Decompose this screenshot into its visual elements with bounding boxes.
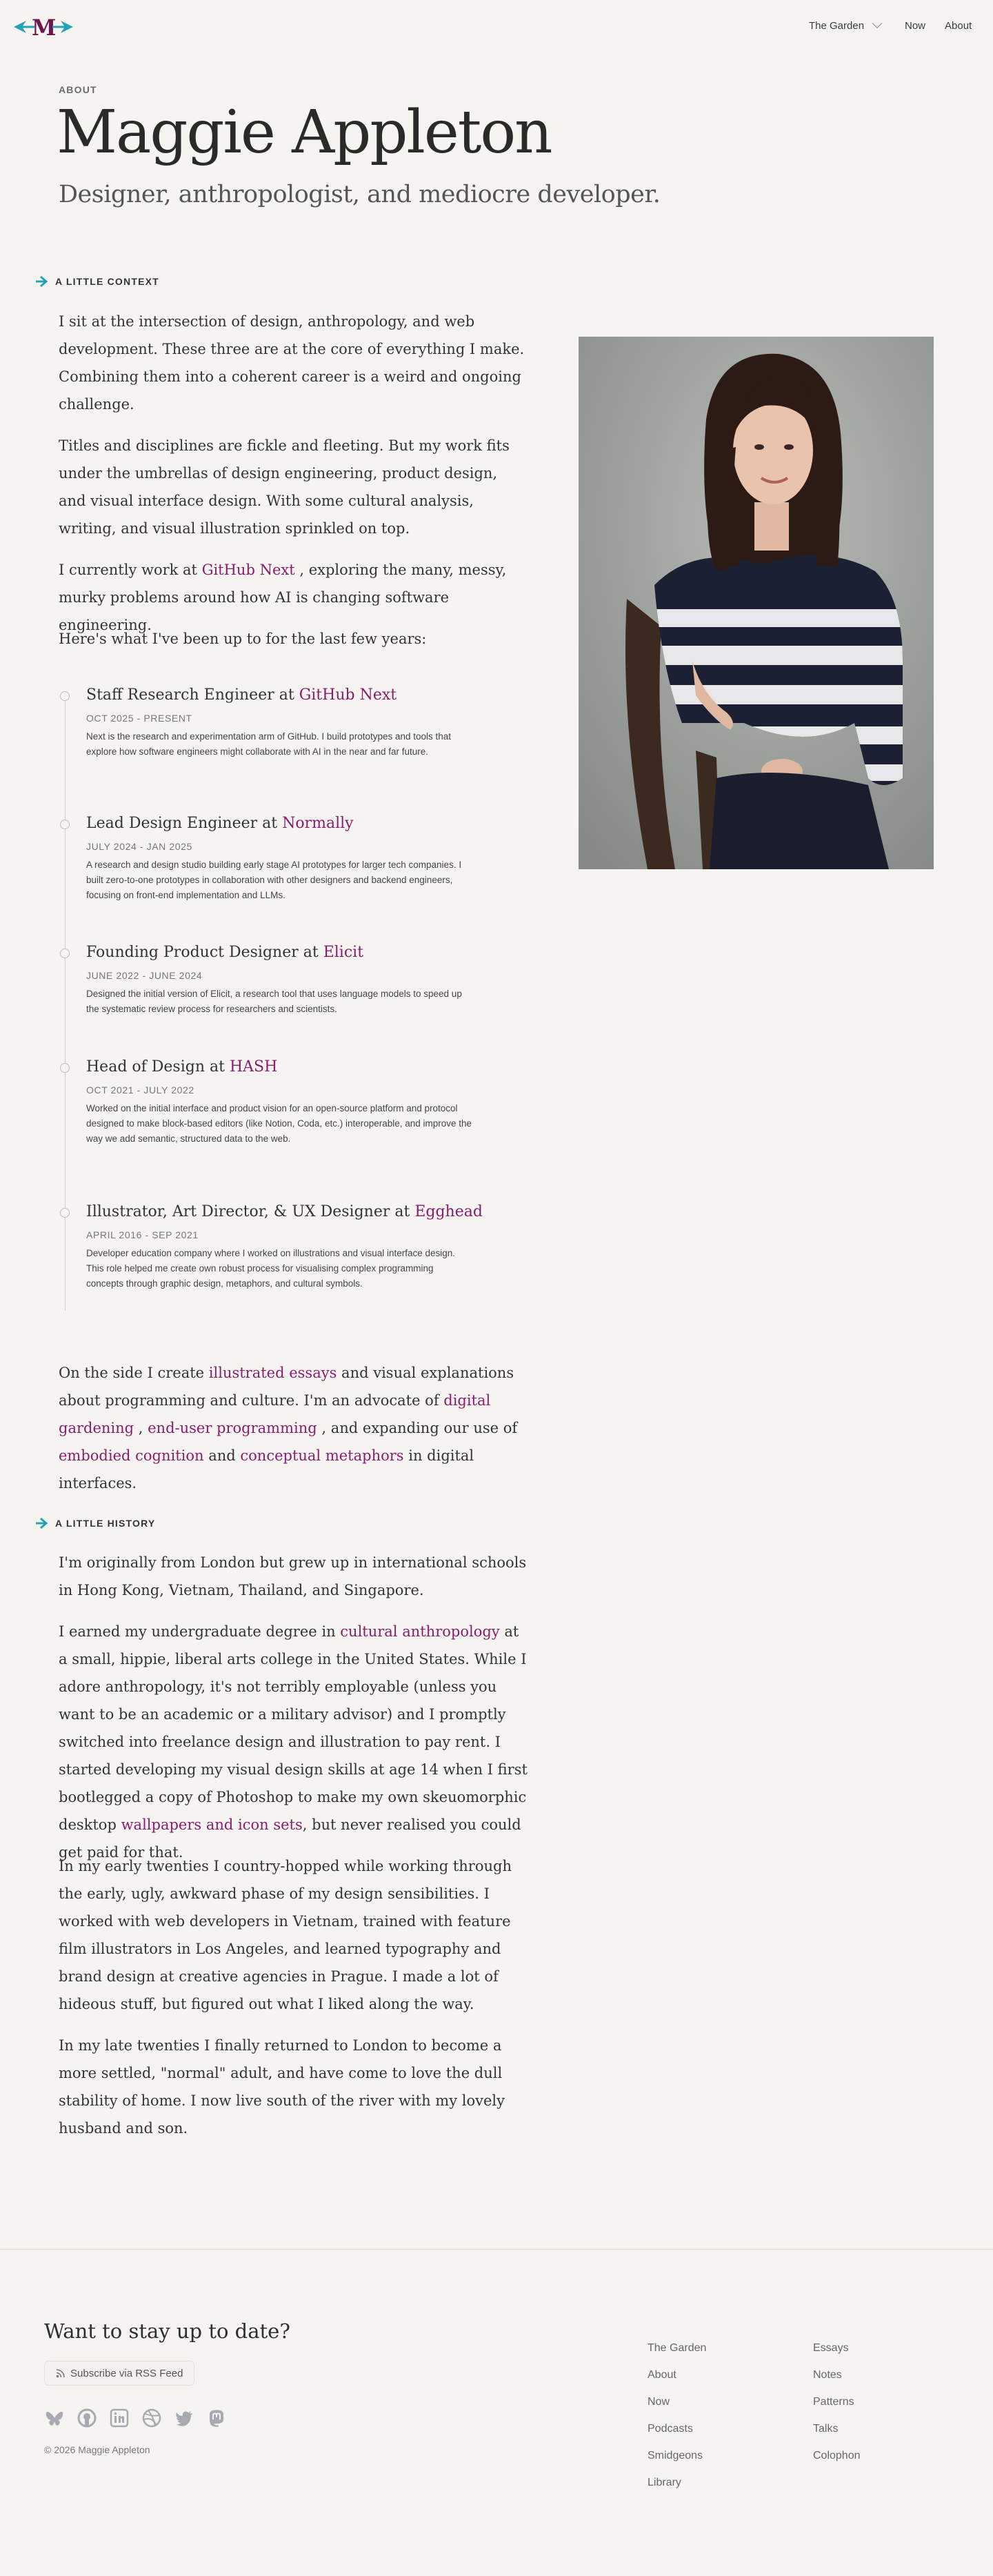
context-paragraph-3: I currently work at GitHub Next , exploring the many, messy, murky problems around how AI is changing software engineering. (59, 562, 507, 633)
footer-link-library[interactable]: Library (648, 2477, 681, 2488)
job-entry-egghead: Illustrator, Art Director, & UX Designer at Egghead APRIL 2016 - SEP 2021 Developer education company where I worked on illustrations and visual interface design. This role helped me create own robust process for visualising complex programming concepts through graphic design, metaphors, and cultural symbols. (86, 1202, 472, 1291)
page-eyebrow: ABOUT (59, 84, 97, 95)
history-paragraph-4: In my late twenties I finally returned to London to become a more settled, "normal" adult, and have come to love the dull stability of home. I now live south of the river with my lovely husband and son. (59, 2037, 505, 2137)
footer-title: Want to stay up to date? (44, 2319, 290, 2343)
section-heading-history: A LITTLE HISTORY (34, 1516, 155, 1530)
job-description: Developer education company where I worked on illustrations and visual interface design. This role helped me create own robust process for visualising complex programming concepts through graphic design, metaphors, and cultural symbols. (86, 1248, 456, 1289)
github-next-link[interactable]: GitHub Next (201, 562, 295, 578)
rss-icon (56, 2369, 65, 2378)
job-description: Designed the initial version of Elicit, a research tool that uses language models to speed up the systematic review process for researchers and scientists. (86, 989, 462, 1014)
job-description: Worked on the initial interface and product vision for an open-source platform and protocol designed to make block-based editors (like Notion, Coda, etc.) interoperable, and improve the way we add semantic, structured data to the web. (86, 1103, 472, 1144)
nav-the-garden[interactable]: The Garden (809, 20, 881, 32)
timeline-line (65, 697, 66, 1311)
social-links (44, 2408, 239, 2428)
twitter-icon[interactable] (174, 2408, 194, 2428)
footer-link-podcasts[interactable]: Podcasts (648, 2423, 693, 2435)
top-navigation (0, 0, 993, 55)
embodied-cognition-link[interactable]: embodied cognition (59, 1447, 204, 1464)
mastodon-icon[interactable] (206, 2408, 227, 2428)
footer-link-essays[interactable]: Essays (813, 2342, 849, 2354)
dribbble-icon[interactable] (141, 2408, 162, 2428)
context-paragraph-2: Titles and disciplines are fickle and fleeting. But my work fits under the umbrellas of design engineering, product design, and visual interface design. With some cultural analysis, writing, and visual illustration sprinkled on top. (59, 437, 510, 537)
job-description: Next is the research and experimentation arm of GitHub. I build prototypes and tools that explore how software engineers might collaborate with AI in the near and far future. (86, 731, 452, 757)
illustrated-essays-link[interactable]: illustrated essays (208, 1365, 337, 1381)
wallpapers-and-icon-sets-link[interactable]: wallpapers and icon sets (121, 1816, 303, 1833)
timeline-dot (60, 1208, 70, 1218)
copyright-text: © 2026 Maggie Appleton (44, 2444, 150, 2455)
timeline-dot (60, 820, 70, 829)
svg-text:M: M (32, 14, 57, 40)
page-subtitle: Designer, anthropologist, and mediocre developer. (59, 181, 661, 208)
job-dates: APRIL 2016 - SEP 2021 (86, 1229, 199, 1240)
github-icon[interactable] (77, 2408, 97, 2428)
history-paragraph-2: I earned my undergraduate degree in cultural anthropology at a small, hippie, liberal arts college in the United States. While I adore anthropology, it's not terribly employable (unless you want to be an academic or a military advisor) and I promptly switched into freelance design and illustration to pay rent. I started developing my visual design skills at age 14 when I first bootlegged a copy of Photoshop to make my own skeuomorphic desktop wallpapers and icon sets, but never realised you could get paid for that. (59, 1623, 528, 1861)
footer-link-patterns[interactable]: Patterns (813, 2396, 854, 2408)
history-paragraph-3: In my early twenties I country-hopped while working through the early, ugly, awkward phase of my design sensibilities. I worked with web developers in Vietnam, trained with feature film illustrators in Los Angeles, and learned typography and brand design at creative agencies in Prague. I made a lot of hideous stuff, but figured out what I liked along the way. (59, 1858, 512, 2012)
footer-link-talks[interactable]: Talks (813, 2423, 839, 2435)
arrow-right-icon (34, 275, 48, 288)
timeline-dot (60, 949, 70, 958)
company-link-hash[interactable]: HASH (229, 1058, 278, 1076)
company-link-github-next[interactable]: GitHub Next (299, 686, 397, 704)
job-dates: JULY 2024 - JAN 2025 (86, 841, 192, 852)
cultural-anthropology-link[interactable]: cultural anthropology (340, 1623, 500, 1640)
conceptual-metaphors-link[interactable]: conceptual metaphors (240, 1447, 404, 1464)
job-entry-github-next: Staff Research Engineer at GitHub Next OCT 2025 - PRESENT Next is the research and experimentation arm of GitHub. I build prototypes and tools that explore how software engineers might collaborate with AI in the near and far future. (86, 685, 472, 760)
footer-link-smidgeons[interactable]: Smidgeons (648, 2450, 703, 2461)
company-link-elicit[interactable]: Elicit (323, 944, 364, 961)
footer-link-about[interactable]: About (648, 2369, 676, 2381)
footer-link-notes[interactable]: Notes (813, 2369, 842, 2381)
timeline-dot (60, 1063, 70, 1073)
job-description: A research and design studio building early stage AI prototypes for larger tech companies. I built zero-to-one prototypes in collaboration with other designers and backend engineers, focusing on front-end implementation and LLMs. (86, 860, 462, 900)
job-dates: OCT 2021 - JULY 2022 (86, 1084, 194, 1096)
chevron-down-icon (872, 19, 882, 28)
job-entry-hash: Head of Design at HASH OCT 2021 - JULY 2022 Worked on the initial interface and product vision for an open-source platform and protocol designed to make block-based editors (like Notion, Coda, etc.) interoperable, and improve the way we add semantic, structured data to the web. (86, 1057, 472, 1147)
job-dates: OCT 2025 - PRESENT (86, 713, 192, 724)
page-title: Maggie Appleton (57, 98, 552, 167)
portrait-photo (579, 337, 934, 869)
job-entry-elicit: Founding Product Designer at Elicit JUNE 2022 - JUNE 2024 Designed the initial version of Elicit, a research tool that uses language models to speed up the systematic review process for researchers and scientists. (86, 942, 472, 1017)
arrow-right-icon (34, 1516, 48, 1530)
side-projects-paragraph: On the side I create illustrated essays and visual explanations about programming and culture. I'm an advocate of digital gardening , end-user programming , and expanding our use of embodied cognition and conceptual metaphors in digital interfaces. (59, 1365, 518, 1492)
section-heading-context: A LITTLE CONTEXT (34, 275, 159, 288)
rss-subscribe-button[interactable]: Subscribe via RSS Feed (44, 2361, 194, 2386)
end-user-programming-link[interactable]: end-user programming (148, 1420, 317, 1436)
footer-link-the-garden[interactable]: The Garden (648, 2342, 707, 2354)
company-link-egghead[interactable]: Egghead (414, 1203, 483, 1220)
timeline-dot (60, 691, 70, 701)
footer-divider (0, 2249, 993, 2250)
context-paragraph-4: Here's what I've been up to for the last few years: (59, 631, 427, 647)
bluesky-icon[interactable] (44, 2408, 65, 2428)
footer-link-colophon[interactable]: Colophon (813, 2450, 861, 2461)
linkedin-icon[interactable] (109, 2408, 130, 2428)
site-logo[interactable] (14, 14, 73, 40)
nav-now[interactable]: Now (905, 20, 926, 32)
digital-gardening-link[interactable]: digital gardening (59, 1392, 491, 1436)
job-entry-normally: Lead Design Engineer at Normally JULY 2024 - JAN 2025 A research and design studio building early stage AI prototypes for larger tech companies. I built zero-to-one prototypes in collaboration with other designers and backend engineers, focusing on front-end implementation and LLMs. (86, 813, 472, 903)
context-paragraph-1: I sit at the intersection of design, anthropology, and web development. These three are at the core of everything I make. Combining them into a coherent career is a weird and ongoing challenge. (59, 313, 525, 413)
footer-link-now[interactable]: Now (648, 2396, 670, 2408)
history-paragraph-1: I'm originally from London but grew up in international schools in Hong Kong, Vietnam, Thailand, and Singapore. (59, 1554, 527, 1598)
job-dates: JUNE 2022 - JUNE 2024 (86, 970, 203, 981)
nav-about[interactable]: About (945, 20, 972, 32)
company-link-normally[interactable]: Normally (282, 815, 354, 832)
